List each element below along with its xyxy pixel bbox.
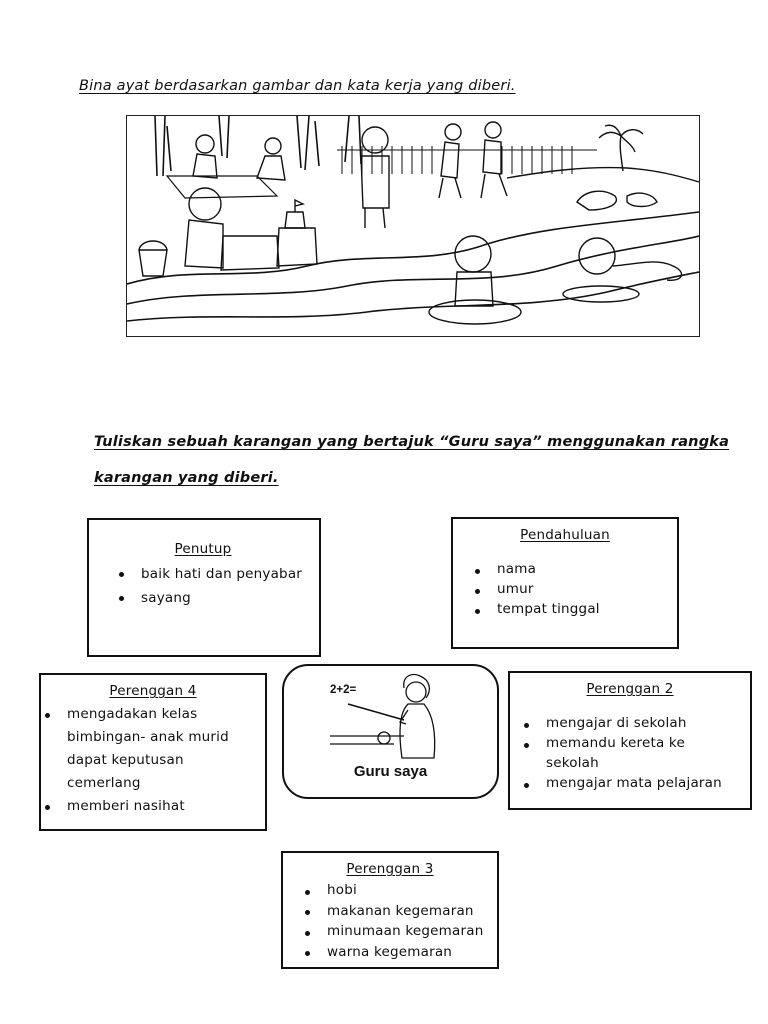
palm-tree (599, 125, 643, 171)
list-item: hobi (301, 880, 483, 901)
fence (337, 146, 597, 174)
walking-couple (439, 122, 507, 198)
perenggan4-box (39, 673, 267, 831)
list-item: minumaan kegemaran (301, 921, 483, 942)
perenggan3-list (301, 880, 483, 962)
list-item: mengajar di sekolah (520, 713, 745, 733)
people-on-mat (193, 135, 285, 180)
sandcastle (221, 200, 317, 270)
swimming-girl (563, 238, 682, 302)
list-item: warna kegemaran (301, 942, 483, 963)
list-item: memberi nasihat (41, 795, 241, 818)
perenggan3-box (281, 851, 499, 969)
pendahuluan-title: Pendahuluan (520, 527, 610, 543)
beach-scene-illustration (126, 115, 700, 337)
list-item: baik hati dan penyabar (115, 562, 302, 586)
instruction-heading-1: Bina ayat berdasarkan gambar dan kata kerja yang diberi. (79, 78, 516, 94)
penutup-box (87, 518, 321, 657)
perenggan2-title: Perenggan 2 (586, 681, 674, 697)
penutup-title: Penutup (174, 541, 232, 557)
penutup-list (115, 562, 302, 610)
pendahuluan-box (451, 517, 679, 649)
blackboard-text: 2+2= (330, 684, 357, 696)
perenggan4-list (41, 703, 241, 818)
bucket (139, 241, 167, 276)
list-item: sayang (115, 586, 302, 610)
guru-saya-label: Guru saya (353, 763, 428, 780)
perenggan4-title: Perenggan 4 (109, 683, 197, 699)
instruction-heading-2-line1: Tuliskan sebuah karangan yang bertajuk “Guru saya” menggunakan rangka (94, 434, 730, 450)
list-item: umur (471, 579, 600, 599)
guru-saya-center-box (282, 664, 499, 799)
tree-trunks (155, 116, 361, 176)
list-item: memandu kereta ke sekolah (520, 733, 696, 773)
perenggan2-box (508, 671, 752, 810)
list-item: tempat tinggal (471, 599, 600, 619)
sandcastle-boy (185, 188, 223, 268)
list-item: makanan kegemaran (301, 901, 483, 922)
perenggan2-list (520, 713, 745, 793)
instruction-heading-2-line2: karangan yang diberi. (94, 470, 279, 486)
perenggan3-title: Perenggan 3 (346, 861, 434, 877)
list-item: mengajar mata pelajaran (520, 773, 745, 793)
pendahuluan-list (471, 559, 600, 619)
teacher-illustration (284, 666, 501, 762)
swimming-boy (429, 236, 521, 324)
standing-boy (361, 127, 389, 228)
list-item: nama (471, 559, 600, 579)
list-item: mengadakan kelas bimbingan- anak murid dapat keputusan cemerlang (41, 703, 241, 795)
